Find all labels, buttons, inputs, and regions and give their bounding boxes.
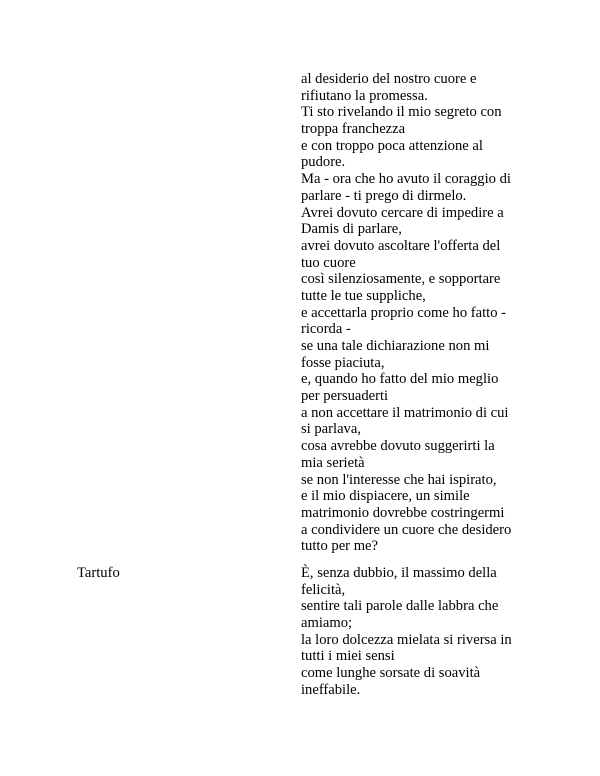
text-line: Damis di parlare,: [301, 221, 402, 238]
text-line: tuo cuore: [301, 254, 356, 271]
text-line: tutti i miei sensi: [301, 648, 395, 665]
text-line: e con troppo poca attenzione al: [301, 137, 483, 154]
text-line: e, quando ho fatto del mio meglio: [301, 371, 499, 388]
text-line: pudore.: [301, 154, 346, 171]
text-line: Ma - ora che ho avuto il coraggio di: [301, 171, 511, 188]
text-line: tutto per me?: [301, 538, 378, 555]
text-line: avrei dovuto ascoltare l'offerta del: [301, 237, 501, 254]
text-line: mia serietà: [301, 454, 365, 471]
text-line: ineffabile.: [301, 681, 361, 698]
text-line: così silenziosamente, e sopportare: [301, 271, 501, 288]
text-line: e il mio dispiacere, un simile: [301, 488, 470, 505]
text-line: tutte le tue suppliche,: [301, 287, 426, 304]
text-line: per persuaderti: [301, 388, 389, 405]
text-line: sentire tali parole dalle labbra che: [301, 598, 499, 615]
dialogue-text-block: [301, 565, 527, 699]
text-line: se non l'interesse che hai ispirato,: [301, 471, 497, 488]
text-line: fosse piaciuta,: [301, 354, 385, 371]
text-line: rifiutano la promessa.: [301, 87, 428, 104]
text-line: Avrei dovuto cercare di impedire a: [301, 204, 504, 221]
text-line: Ti sto rivelando il mio segreto con: [301, 104, 502, 121]
text-line: al desiderio del nostro cuore e: [301, 71, 477, 87]
text-line: matrimonio dovrebbe costringermi: [301, 504, 505, 521]
text-line: È, senza dubbio, il massimo della: [301, 565, 497, 581]
speaker-name: Tartufo: [77, 565, 120, 581]
text-line: felicità,: [301, 581, 346, 598]
text-line: si parlava,: [301, 421, 361, 438]
dialogue-text-block: [301, 71, 527, 555]
text-line: come lunghe sorsate di soavità: [301, 665, 481, 682]
text-line: troppa franchezza: [301, 121, 406, 138]
text-line: a non accettare il matrimonio di cui: [301, 404, 509, 421]
text-line: parlare - ti prego di dirmelo.: [301, 187, 467, 204]
text-line: se una tale dichiarazione non mi: [301, 338, 490, 354]
text-line: amiamo;: [301, 615, 353, 632]
text-line: la loro dolcezza mielata si riversa in: [301, 631, 512, 648]
text-line: ricorda -: [301, 321, 351, 338]
text-line: a condividere un cuore che desidero: [301, 521, 512, 538]
text-line: e accettarla proprio come ho fatto -: [301, 304, 507, 321]
text-line: cosa avrebbe dovuto suggerirti la: [301, 438, 495, 455]
